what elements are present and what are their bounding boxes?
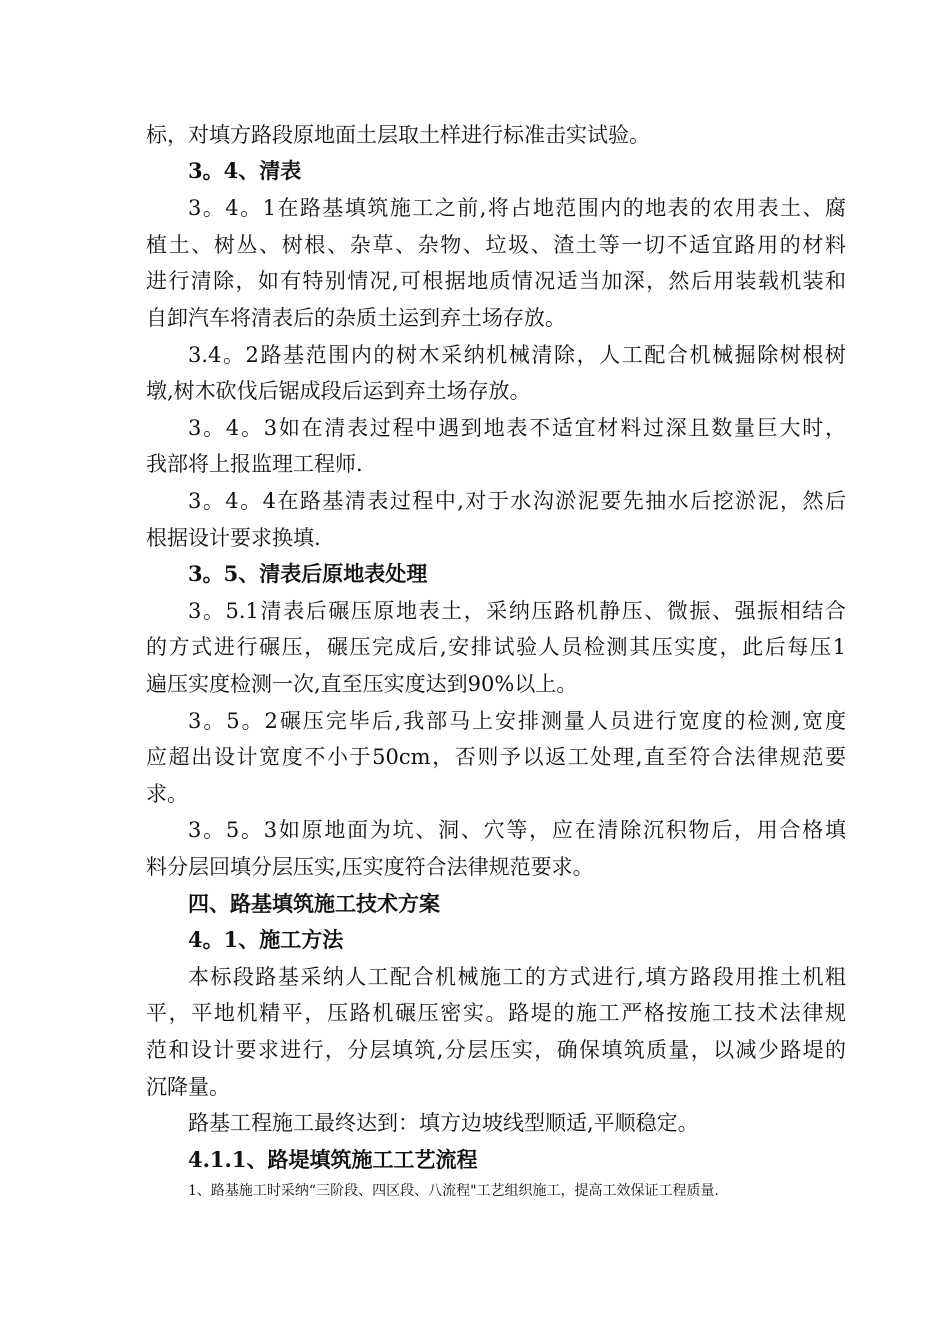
- body-text-line: 3。5。3如原地面为坑、洞、穴等，应在清除沉积物后，用合格填: [188, 818, 846, 842]
- chapter-heading: 四、路基填筑施工技术方案: [188, 891, 440, 916]
- section-heading: 4。1、施工方法: [188, 927, 344, 952]
- body-text-line: 标，对填方路段原地面土层取土样进行标准击实试验。: [146, 123, 650, 147]
- body-text-line: 1、路基施工时采纳“三阶段、四区段、八流程"工艺组织施工，提高工效保证工程质量.: [188, 1183, 719, 1199]
- body-text-line: 3。4。3如在清表过程中遇到地表不适宜材料过深且数量巨大时，: [188, 416, 846, 440]
- body-text-line: 自卸汽车将清表后的杂质土运到弃土场存放。: [146, 306, 566, 330]
- body-text-line: 求。: [146, 782, 188, 806]
- body-text-line: 的方式进行碾压，碾压完成后,安排试验人员检测其压实度，此后每压1: [146, 635, 846, 659]
- section-heading: 3。5、清表后原地表处理: [188, 561, 428, 586]
- body-text-line: 根据设计要求换填.: [146, 526, 321, 550]
- body-text-line: 植土、树丛、树根、杂草、杂物、垃圾、渣土等一切不适宜路用的材料: [146, 233, 846, 257]
- body-text-line: 范和设计要求进行，分层填筑,分层压实，确保填筑质量，以减少路堤的: [146, 1038, 846, 1062]
- body-text-line: 料分层回填分层压实,压实度符合法律规范要求。: [146, 855, 594, 879]
- body-text-line: 3。5。2碾压完毕后,我部马上安排测量人员进行宽度的检测,宽度: [188, 709, 846, 733]
- body-text-line: 遍压实度检测一次,直至压实度达到90%以上。: [146, 672, 578, 696]
- body-text-line: 墩,树木砍伐后锯成段后运到弃土场存放。: [146, 379, 531, 403]
- body-text-line: 我部将上报监理工程师.: [146, 452, 363, 476]
- section-heading: 3。4、清表: [188, 158, 302, 183]
- body-text-line: 3。4。1在路基填筑施工之前,将占地范围内的地表的农用表土、腐: [188, 196, 846, 220]
- body-text-line: 沉降量。: [146, 1075, 230, 1099]
- subsection-heading: 4.1.1、路堤填筑施工工艺流程: [188, 1147, 478, 1172]
- body-text-line: 3.4。2路基范围内的树木采纳机械清除，人工配合机械掘除树根树: [188, 343, 846, 367]
- body-text-line: 进行清除，如有特别情况,可根据地质情况适当加深，然后用装载机装和: [146, 269, 846, 293]
- body-text-line: 平，平地机精平，压路机碾压密实。路堤的施工严格按施工技术法律规: [146, 1001, 846, 1025]
- body-text-line: 应超出设计宽度不小于50cm，否则予以返工处理,直至符合法律规范要: [146, 745, 846, 769]
- body-text-line: 3。4。4在路基清表过程中,对于水沟淤泥要先抽水后挖淤泥，然后: [188, 489, 846, 513]
- body-text-line: 3。5.1清表后碾压原地表土，采纳压路机静压、微振、强振相结合: [188, 599, 846, 623]
- body-text-line: 路基工程施工最终达到：填方边坡线型顺适,平顺稳定。: [188, 1111, 699, 1135]
- body-text-line: 本标段路基采纳人工配合机械施工的方式进行,填方路段用推土机粗: [188, 965, 846, 989]
